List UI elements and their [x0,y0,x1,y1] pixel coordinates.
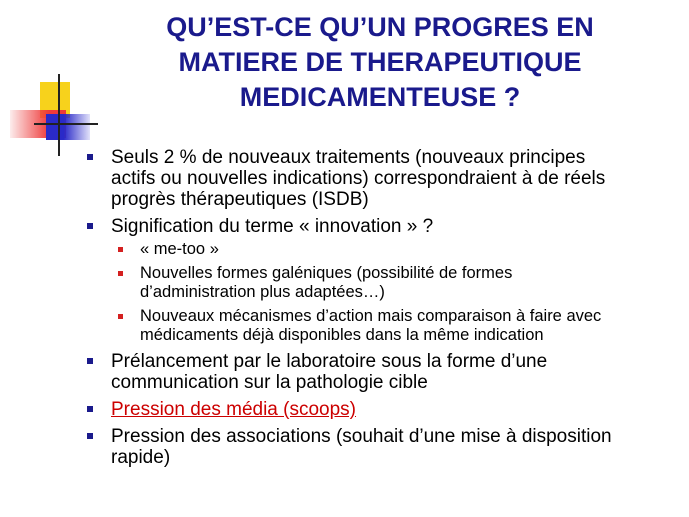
bullet-text: Signification du terme « innovation » ? [111,216,434,237]
bullet-text: Pression des associations (souhait d’une mise à disposition [111,426,612,447]
blue-square-decoration [46,114,90,140]
sub-bullet-text: d’administration plus adaptées…) [140,283,385,301]
bullet-item [82,216,682,345]
bullet-text: rapide) [111,447,171,468]
bullet-text: actifs ou nouvelles indications) correspondraient à de réels [111,168,606,189]
bullet-item [82,351,682,393]
square-bullet-icon [118,247,123,252]
square-bullet-icon [118,314,123,319]
sub-bullet-list [111,240,682,345]
bullet-item [82,147,682,210]
horizontal-line-decoration [34,123,98,125]
title-line: QU’EST-CE QU’UN PROGRES EN [166,12,594,42]
sub-bullet-item [111,240,682,259]
bullet-item-link [82,399,682,420]
bullet-text: progrès thérapeutiques (ISDB) [111,189,369,210]
sub-bullet-text: Nouvelles formes galéniques (possibilité de formes [140,264,513,282]
square-bullet-icon [118,271,123,276]
square-bullet-icon [87,433,93,439]
hyperlink-text[interactable]: Pression des média (scoops) [111,399,356,420]
sub-bullet-text: Nouveaux mécanismes d’action mais comparaison à faire avec [140,307,602,325]
sub-bullet-item [111,264,682,302]
sub-bullet-text: médicaments déjà disponibles dans la même indication [140,326,544,344]
square-bullet-icon [87,358,93,364]
sub-bullet-item [111,307,682,345]
title-line: MEDICAMENTEUSE ? [239,82,521,112]
vertical-line-decoration [58,74,60,156]
bullet-text: communication sur la pathologie cible [111,372,428,393]
bullet-list [82,147,682,474]
title-line: MATIERE DE THERAPEUTIQUE [178,47,582,77]
decorative-logo [0,0,110,160]
bullet-text: Seuls 2 % de nouveaux traitements (nouveaux principes [111,147,586,168]
square-bullet-icon [87,154,93,160]
square-bullet-icon [87,406,93,412]
sub-bullet-text: « me-too » [140,240,219,258]
bullet-item [82,426,682,468]
square-bullet-icon [87,223,93,229]
bullet-text: Prélancement par le laboratoire sous la forme d’une [111,351,548,372]
slide-title [100,10,660,115]
